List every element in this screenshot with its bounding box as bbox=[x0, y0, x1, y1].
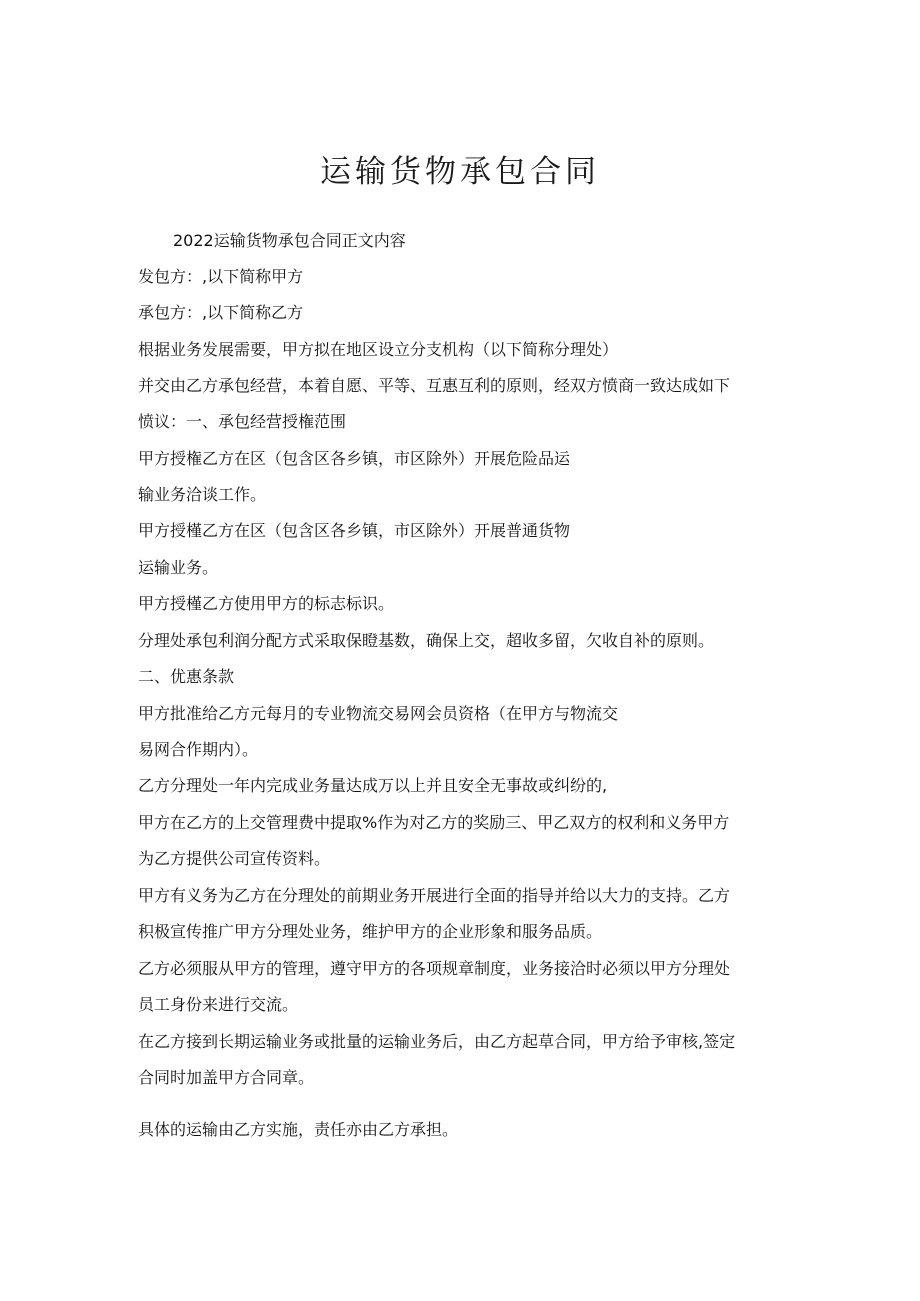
document-line: 输业务洽谈工作。 bbox=[138, 485, 267, 504]
document-line: 分理处承包利润分配方式采取保瞪基数，确保上交，超收多留，欠收自补的原则。 bbox=[138, 631, 715, 650]
document-line: 甲方授槿乙方使用甲方的标志标识。 bbox=[138, 594, 395, 613]
document-line: 甲方授権乙方在区（包含区各乡镇，市区除外）开展危险品运 bbox=[138, 449, 571, 468]
document-line: 甲方有义务为乙方在分理处的前期业务开展进行全面的指导并给以大力的支持。乙方 bbox=[138, 886, 731, 905]
document-line: 具体的运输由乙方实施，责任亦由乙方承担。 bbox=[138, 1120, 459, 1139]
document-line: 愤议：一、承包经营授権范围 bbox=[138, 412, 347, 431]
document-line: 发包方：,以下简称甲方 bbox=[138, 267, 304, 286]
document-line: 员工身份来进行交流。 bbox=[138, 995, 299, 1014]
document-line: 为乙方提供公司宣传资料。 bbox=[138, 849, 331, 868]
document-line: 根据业务发展需要，甲方拟在地区设立分支机构（以下简称分理处） bbox=[138, 340, 619, 359]
document-title: 运输货物承包合同 bbox=[320, 154, 600, 190]
document-line: 易网合作期内）。 bbox=[138, 740, 259, 759]
document-line: 承包方：,以下简称乙方 bbox=[138, 303, 304, 322]
document-line: 并交由乙方承包经营，本着自愿、平等、互惠互利的原则，经双方愤商一致达成如下 bbox=[138, 376, 731, 395]
document-line: 合同时加盖甲方合同章。 bbox=[138, 1068, 315, 1087]
document-line: 积极宣传推广甲方分理处业务，维护甲方的企业形象和服务品质。 bbox=[138, 922, 603, 941]
document-line: 在乙方接到长期运输业务或批量的运输业务后，由乙方起草合同，甲方给予审核,签定 bbox=[138, 1032, 736, 1051]
document-line: 甲方在乙方的上交管理费中提取%作为对乙方的奖励三、甲乙双方的权利和义务甲方 bbox=[138, 813, 730, 832]
document-line: 甲方授槿乙方在区（包含区各乡镇，市区除外）开展普通货物 bbox=[138, 521, 571, 540]
document-section-heading: 二、优惠条款 bbox=[138, 667, 235, 686]
document-line-intro: 2022运输货物承包合同正文内容 bbox=[173, 231, 406, 250]
document-line: 运输业务。 bbox=[138, 558, 219, 577]
document-line: 乙方必须服从甲方的管理，遵守甲方的各项规章制度，业务接洽时必须以甲方分理处 bbox=[138, 959, 731, 978]
document-line: 甲方批准给乙方元每月的专业物流交易网会员资格（在甲方与物流交 bbox=[138, 704, 619, 723]
document-line: 乙方分理处一年内完成业务量达成万以上并且安全无事故或纠纷的, bbox=[138, 776, 608, 795]
